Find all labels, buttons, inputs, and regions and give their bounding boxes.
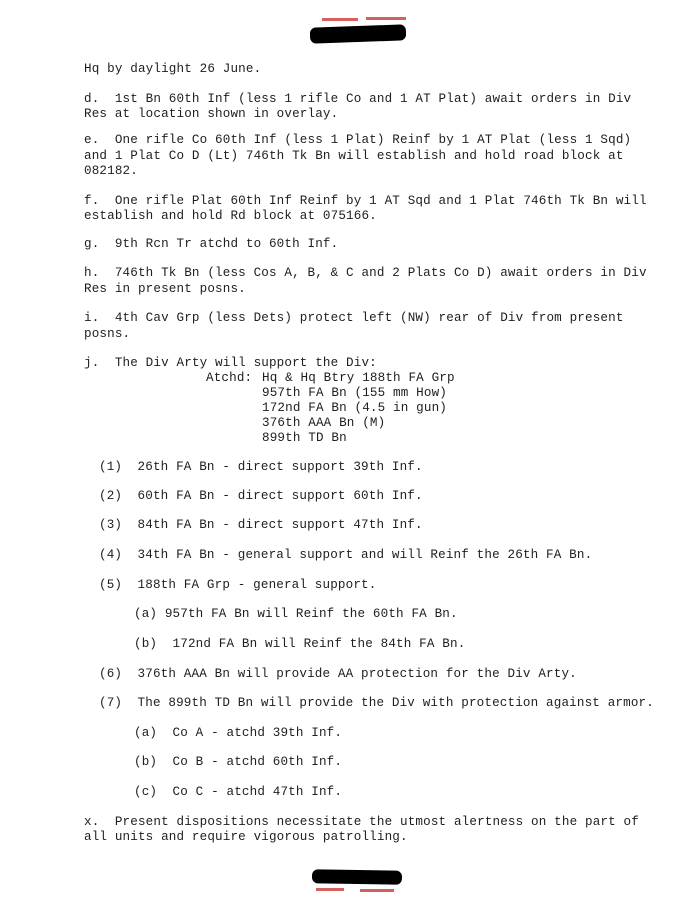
redaction-mark-bottom [312, 869, 402, 885]
attached-unit: 376th AAA Bn (M) [262, 416, 386, 430]
paragraph-g-line1: g. 9th Rcn Tr atchd to 60th Inf. [84, 237, 339, 251]
redaction-mark-top [310, 24, 406, 43]
attached-unit: 172nd FA Bn (4.5 in gun) [262, 401, 447, 415]
closing-line1: x. Present dispositions necessitate the utmost alertness on the part of [84, 815, 639, 829]
support-item-5: (5) 188th FA Grp - general support. [99, 578, 377, 592]
paragraph-e-line3: 082182. [84, 164, 138, 178]
paragraph-h-line2: Res in present posns. [84, 282, 246, 296]
paragraph-d-line2: Res at location shown in overlay. [84, 107, 339, 121]
paragraph-f-line1: f. One rifle Plat 60th Inf Reinf by 1 AT Sqd and 1 Plat 746th Tk Bn will [84, 194, 647, 208]
support-item-6: (6) 376th AAA Bn will provide AA protection for the Div Arty. [99, 667, 577, 681]
support-item-7a: (a) Co A - atchd 39th Inf. [134, 726, 343, 740]
support-item-7: (7) The 899th TD Bn will provide the Div with protection against armor. [99, 696, 654, 710]
paragraph-i-line1: i. 4th Cav Grp (less Dets) protect left (NW) rear of Div from present [84, 311, 624, 325]
paragraph-j-intro: j. The Div Arty will support the Div: [84, 356, 377, 370]
closing-line2: all units and require vigorous patrolling. [84, 830, 408, 844]
header-line: Hq by daylight 26 June. [84, 62, 262, 76]
attached-unit: 899th TD Bn [262, 431, 347, 445]
paragraph-i-line2: posns. [84, 327, 131, 341]
classification-stamp-fragment [322, 18, 358, 21]
atchd-label: Atchd: [206, 371, 253, 385]
paragraph-e-line1: e. One rifle Co 60th Inf (less 1 Plat) Reinf by 1 AT Plat (less 1 Sqd) [84, 133, 632, 147]
support-item-4: (4) 34th FA Bn - general support and will Reinf the 26th FA Bn. [99, 548, 593, 562]
classification-stamp-fragment [366, 17, 406, 20]
classification-stamp-fragment [316, 888, 344, 891]
paragraph-f-line2: establish and hold Rd block at 075166. [84, 209, 377, 223]
paragraph-e-line2: and 1 Plat Co D (Lt) 746th Tk Bn will establish and hold road block at [84, 149, 624, 163]
classification-stamp-fragment [360, 889, 394, 892]
support-item-7c: (c) Co C - atchd 47th Inf. [134, 785, 343, 799]
support-item-1: (1) 26th FA Bn - direct support 39th Inf. [99, 460, 423, 474]
paragraph-d-line1: d. 1st Bn 60th Inf (less 1 rifle Co and 1 AT Plat) await orders in Div [84, 92, 632, 106]
support-item-5b: (b) 172nd FA Bn will Reinf the 84th FA Bn. [134, 637, 466, 651]
support-item-2: (2) 60th FA Bn - direct support 60th Inf. [99, 489, 423, 503]
attached-unit: 957th FA Bn (155 mm How) [262, 386, 447, 400]
attached-unit: Hq & Hq Btry 188th FA Grp [262, 371, 455, 385]
support-item-3: (3) 84th FA Bn - direct support 47th Inf. [99, 518, 423, 532]
paragraph-h-line1: h. 746th Tk Bn (less Cos A, B, & C and 2 Plats Co D) await orders in Div [84, 266, 647, 280]
support-item-5a: (a) 957th FA Bn will Reinf the 60th FA Bn. [134, 607, 458, 621]
support-item-7b: (b) Co B - atchd 60th Inf. [134, 755, 343, 769]
